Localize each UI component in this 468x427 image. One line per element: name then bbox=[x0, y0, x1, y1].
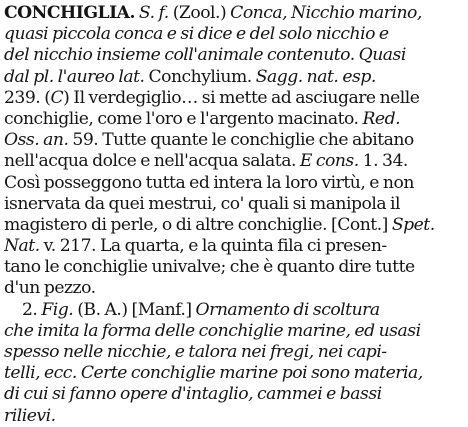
entry-text: 1. 34. bbox=[358, 151, 408, 172]
entry-text: 239. ( bbox=[4, 87, 51, 108]
entry-line bbox=[4, 363, 466, 384]
entry-line bbox=[4, 151, 466, 172]
entry-line bbox=[4, 406, 466, 427]
entry-line bbox=[4, 109, 466, 130]
entry-text: spesso nelle nicchie, e talora nei fregi, nei capi- bbox=[4, 342, 387, 362]
entry-text: che imita la forma delle conchiglie marine, ed usasi bbox=[4, 320, 421, 341]
entry-line bbox=[4, 300, 466, 321]
entry-line bbox=[4, 173, 466, 194]
entry-text: (Zool.) bbox=[168, 3, 231, 23]
entry-text: magistero di perle, o di altre conchiglie. [Cont.] bbox=[4, 214, 392, 235]
entry-line bbox=[4, 194, 466, 215]
entry-text: Ornamento di scoltura bbox=[195, 299, 380, 320]
entry-line bbox=[4, 88, 466, 109]
entry-line bbox=[4, 45, 466, 66]
entry-text: S. f. bbox=[138, 3, 169, 23]
entry-text: Red. bbox=[362, 108, 401, 129]
entry-line bbox=[4, 130, 466, 151]
entry-text: conchiglie, come l'oro e l'argento macinato. bbox=[4, 108, 363, 129]
entry-line bbox=[4, 321, 466, 342]
entry-text: dal pl. l'aureo lat. bbox=[4, 66, 145, 87]
entry-text: 2. bbox=[22, 299, 42, 320]
entry-line bbox=[4, 278, 466, 299]
entry-text: Conchylium. bbox=[144, 66, 256, 87]
entry-line bbox=[4, 236, 466, 257]
entry-line bbox=[4, 342, 466, 363]
entry-line bbox=[4, 67, 466, 88]
entry-text: Oss. an. bbox=[4, 130, 69, 151]
entry-text: v. 217. La quarta, e la quinta fila ci presen- bbox=[39, 236, 387, 257]
entry-text: E cons. bbox=[299, 151, 359, 172]
entry-text: Fig. bbox=[41, 299, 74, 320]
entry-text: di cui si fanno opere d'intaglio, cammei e bassi bbox=[4, 384, 382, 405]
entry-text: C bbox=[50, 87, 64, 108]
entry-text: Sagg. nat. esp. bbox=[255, 66, 376, 87]
entry-text: 59. Tutte quante le conchiglie che abitano bbox=[68, 130, 414, 151]
entry-text: del nicchio insieme coll'animale contenuto. Quasi bbox=[4, 45, 406, 66]
entry-text: quasi piccola conca e si dice e del solo nicchio e bbox=[4, 24, 389, 45]
entry-text: d'un pezzo. bbox=[4, 278, 96, 299]
headword: CONCHIGLIA. bbox=[4, 3, 135, 23]
entry-text: Nat. bbox=[4, 236, 40, 257]
entry-text: telli, ecc. Certe conchiglie marine poi sono materia, bbox=[4, 363, 423, 384]
entry-text: rilievi. bbox=[4, 405, 56, 426]
entry-text: Spet. bbox=[391, 214, 435, 235]
entry-line bbox=[4, 3, 466, 24]
entry-text: tano le conchiglie univalve; che è quanto dire tutte bbox=[4, 257, 415, 278]
entry-text: ) Il verdegiglio… si mette ad asciugare nelle bbox=[63, 87, 420, 108]
entry-line bbox=[4, 24, 466, 45]
entry-text: nell'acqua dolce e nell'acqua salata. bbox=[4, 151, 300, 172]
entry-text: isnervata da quei mestrui, co' quali si manipola il bbox=[4, 193, 401, 214]
entry-line bbox=[4, 215, 466, 236]
dictionary-entry bbox=[4, 3, 466, 427]
entry-text: Così posseggono tutta ed intera la loro virtù, e non bbox=[4, 172, 414, 193]
entry-line bbox=[4, 257, 466, 278]
entry-text: Conca, Nicchio marino, bbox=[230, 3, 422, 23]
entry-text: (B. A.) [Manf.] bbox=[73, 299, 196, 320]
entry-line bbox=[4, 384, 466, 405]
